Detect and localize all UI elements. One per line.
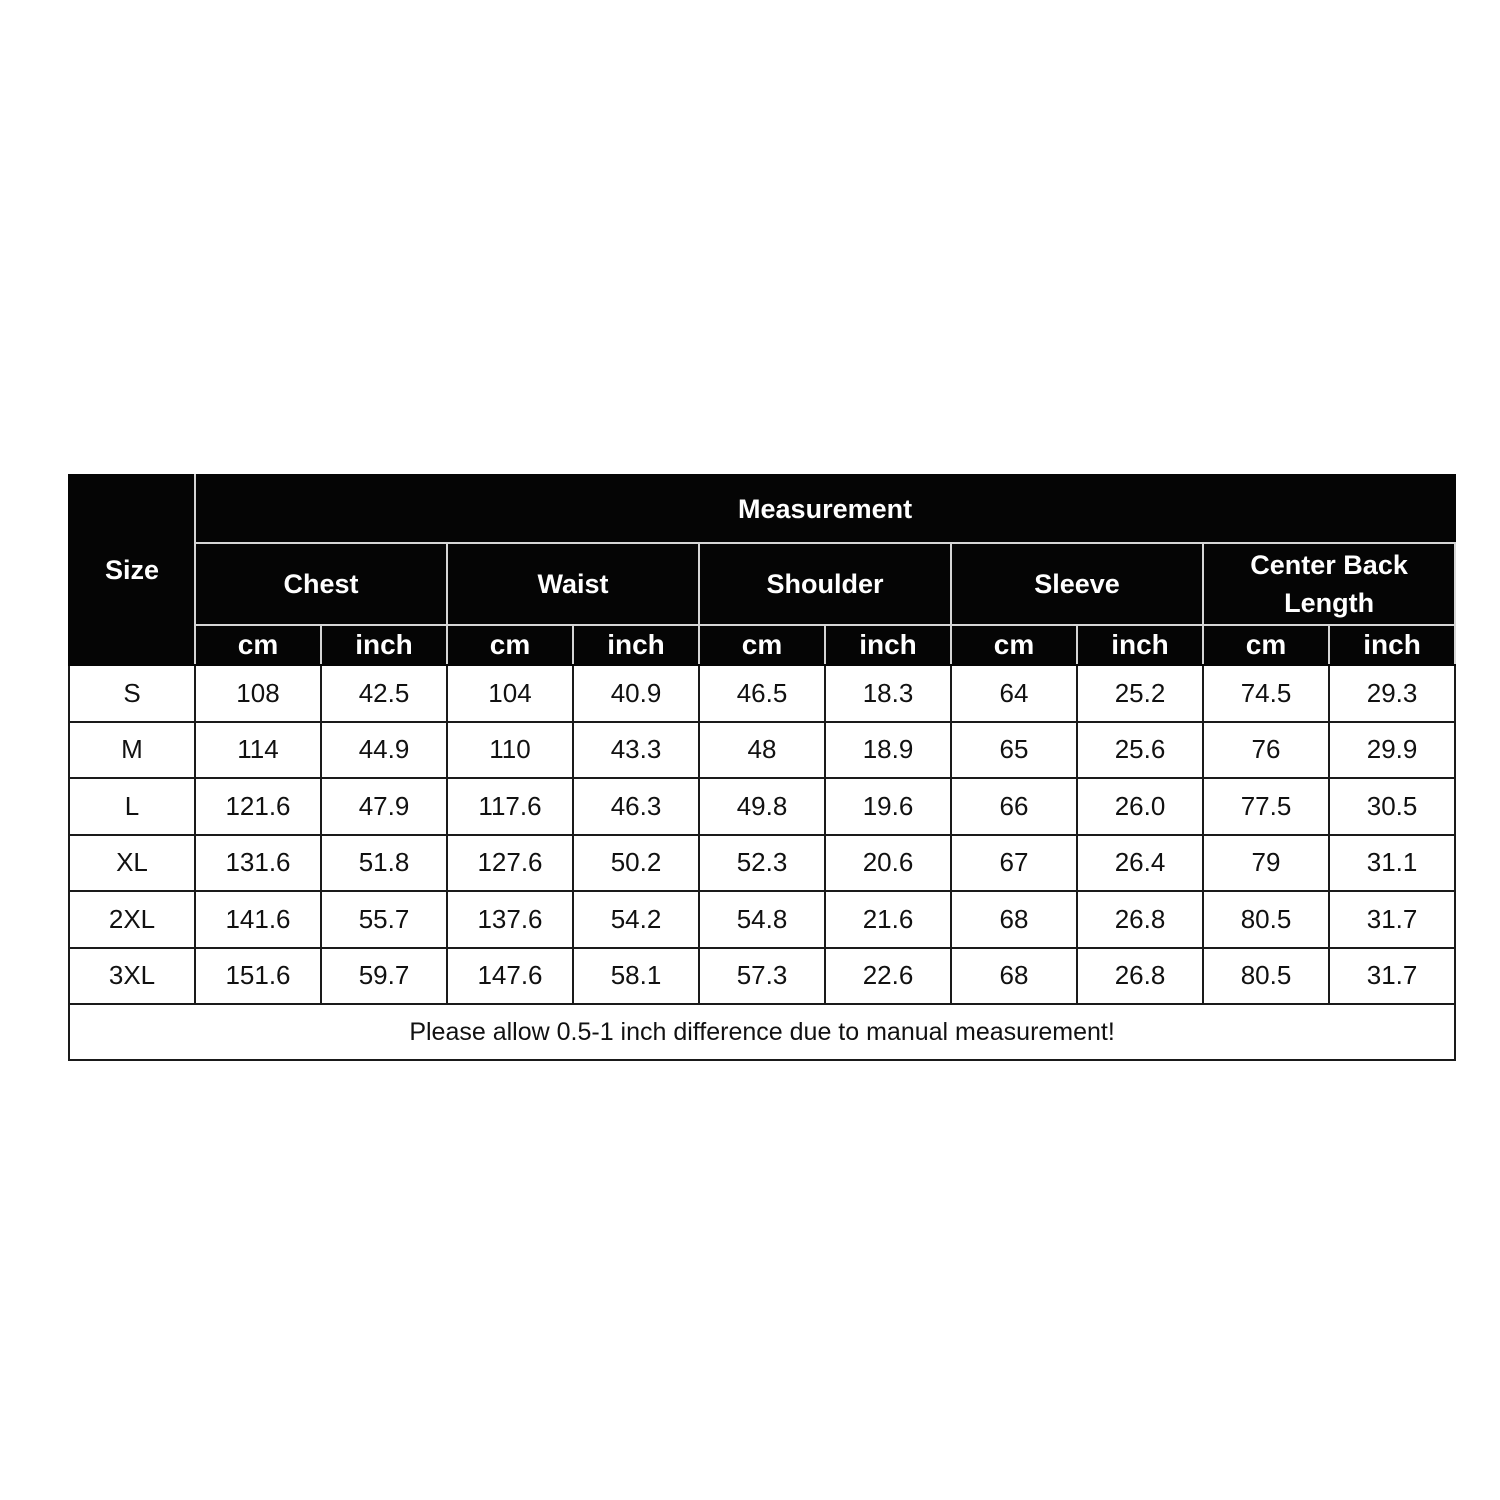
- table-cell: 54.8: [699, 891, 825, 948]
- table-cell: 18.9: [825, 722, 951, 779]
- table-cell: 141.6: [195, 891, 321, 948]
- table-cell: 18.3: [825, 665, 951, 722]
- table-cell: 48: [699, 722, 825, 779]
- table-cell: 131.6: [195, 835, 321, 892]
- table-cell: 54.2: [573, 891, 699, 948]
- table-cell: 55.7: [321, 891, 447, 948]
- table-cell: 31.7: [1329, 948, 1455, 1005]
- unit-header: inch: [825, 625, 951, 665]
- table-cell: 68: [951, 948, 1077, 1005]
- measurement-note: Please allow 0.5-1 inch difference due to manual measurement!: [69, 1004, 1455, 1060]
- table-cell: 31.7: [1329, 891, 1455, 948]
- group-header-center-back-length: Center Back Length: [1203, 543, 1455, 625]
- size-label: M: [69, 722, 195, 779]
- table-cell: 40.9: [573, 665, 699, 722]
- table-cell: 29.3: [1329, 665, 1455, 722]
- table-cell: 31.1: [1329, 835, 1455, 892]
- table-cell: 52.3: [699, 835, 825, 892]
- table-cell: 19.6: [825, 778, 951, 835]
- header-row-units: [69, 625, 1455, 665]
- table-cell: 64: [951, 665, 1077, 722]
- size-label: 3XL: [69, 948, 195, 1005]
- header-row-groups: [69, 543, 1455, 625]
- unit-header: cm: [699, 625, 825, 665]
- table-cell: 80.5: [1203, 891, 1329, 948]
- table-cell: 147.6: [447, 948, 573, 1005]
- group-header-chest: Chest: [195, 543, 447, 625]
- table-cell: 110: [447, 722, 573, 779]
- table-cell: 74.5: [1203, 665, 1329, 722]
- table-cell: 20.6: [825, 835, 951, 892]
- table-row: [69, 778, 1455, 835]
- table-cell: 66: [951, 778, 1077, 835]
- table-cell: 79: [1203, 835, 1329, 892]
- table-cell: 22.6: [825, 948, 951, 1005]
- table-cell: 57.3: [699, 948, 825, 1005]
- table-cell: 151.6: [195, 948, 321, 1005]
- table-row: [69, 891, 1455, 948]
- unit-header: inch: [573, 625, 699, 665]
- table-cell: 47.9: [321, 778, 447, 835]
- group-header-waist: Waist: [447, 543, 699, 625]
- size-label: L: [69, 778, 195, 835]
- size-column-header: Size: [69, 475, 195, 665]
- table-cell: 26.8: [1077, 948, 1203, 1005]
- table-cell: 25.2: [1077, 665, 1203, 722]
- table-cell: 26.0: [1077, 778, 1203, 835]
- table-cell: 68: [951, 891, 1077, 948]
- unit-header: inch: [321, 625, 447, 665]
- table-cell: 80.5: [1203, 948, 1329, 1005]
- table-cell: 59.7: [321, 948, 447, 1005]
- table-cell: 21.6: [825, 891, 951, 948]
- table-cell: 76: [1203, 722, 1329, 779]
- table-cell: 49.8: [699, 778, 825, 835]
- unit-header: cm: [951, 625, 1077, 665]
- group-header-sleeve: Sleeve: [951, 543, 1203, 625]
- header-row-title: [69, 475, 1455, 543]
- table-cell: 30.5: [1329, 778, 1455, 835]
- table-cell: 26.4: [1077, 835, 1203, 892]
- table-row: [69, 835, 1455, 892]
- table-cell: 29.9: [1329, 722, 1455, 779]
- size-chart-table: [68, 474, 1456, 1061]
- table-cell: 104: [447, 665, 573, 722]
- unit-header: cm: [195, 625, 321, 665]
- unit-header: cm: [447, 625, 573, 665]
- table-cell: 137.6: [447, 891, 573, 948]
- size-label: 2XL: [69, 891, 195, 948]
- table-cell: 127.6: [447, 835, 573, 892]
- table-cell: 46.5: [699, 665, 825, 722]
- table-cell: 25.6: [1077, 722, 1203, 779]
- table-cell: 51.8: [321, 835, 447, 892]
- table-cell: 43.3: [573, 722, 699, 779]
- unit-header: cm: [1203, 625, 1329, 665]
- size-label: S: [69, 665, 195, 722]
- table-cell: 26.8: [1077, 891, 1203, 948]
- table-row: [69, 665, 1455, 722]
- table-cell: 121.6: [195, 778, 321, 835]
- unit-header: inch: [1077, 625, 1203, 665]
- table-cell: 42.5: [321, 665, 447, 722]
- measurement-header: Measurement: [195, 475, 1455, 543]
- table-cell: 50.2: [573, 835, 699, 892]
- table-cell: 65: [951, 722, 1077, 779]
- group-header-shoulder: Shoulder: [699, 543, 951, 625]
- table-cell: 58.1: [573, 948, 699, 1005]
- size-label: XL: [69, 835, 195, 892]
- table-row: [69, 722, 1455, 779]
- table-cell: 67: [951, 835, 1077, 892]
- table-cell: 114: [195, 722, 321, 779]
- note-row: [69, 1004, 1455, 1060]
- table-cell: 117.6: [447, 778, 573, 835]
- table-cell: 108: [195, 665, 321, 722]
- table-cell: 44.9: [321, 722, 447, 779]
- table-row: [69, 948, 1455, 1005]
- unit-header: inch: [1329, 625, 1455, 665]
- table-cell: 46.3: [573, 778, 699, 835]
- table-cell: 77.5: [1203, 778, 1329, 835]
